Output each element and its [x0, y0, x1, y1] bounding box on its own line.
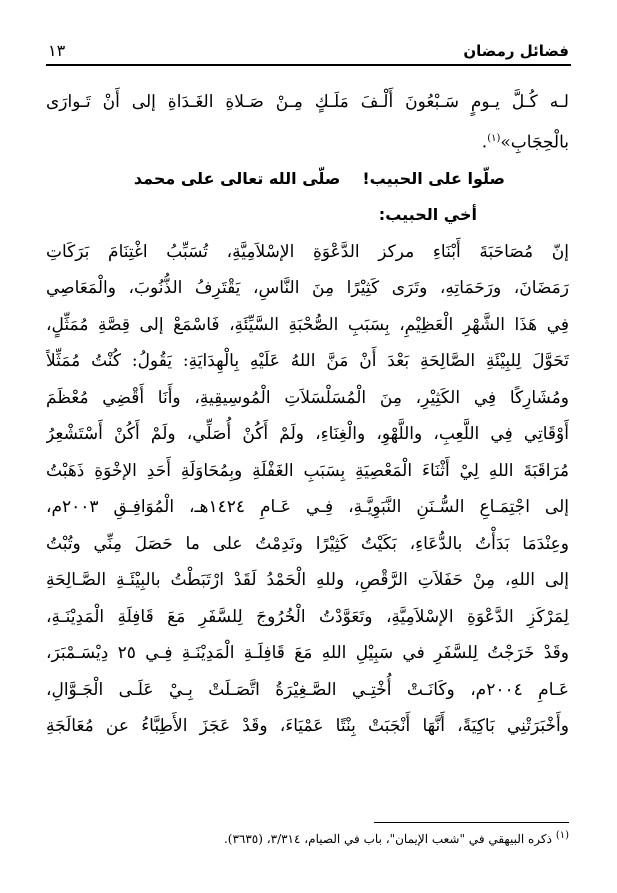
- text-line: لـه كُـلَّ يـومٍ سَـبْعُونَ أَلْـفَ مَلَـكٍ مِـنْ صَـلاةِ الغَـدَاةِ إلى أَنْ تَـوارَى: [46, 92, 569, 112]
- text-line: وقَدْ خَرَجْتُ لِلسَّفَرِ في سَبِيْلِ اللهِ مَعَ قَافِلَـةِ الْمَدِيْنَـةِ فِـي ٢٥ دِيْسَـمْبَرَ،: [46, 643, 569, 664]
- text-line: عَـامِ ٢٠٠٤م، وكَانَـتْ أُخْتِـي الصَّـغِيْرَةُ اتَّصَـلَتْ بِـيْ عَلَـى الْجَـوَّالِ،: [46, 679, 569, 700]
- text-line: تَحَوَّلَ لِلبِيْئَةِ الصَّالِحَةِ بَعْدَ أَنْ مَنَّ اللهُ عَلَيْهِ بِالْهِدَايَةِ: يَقُولُ: كُنْتُ مُمَثِّلاً: [46, 351, 569, 372]
- footnote: [48, 830, 569, 846]
- text-line: مُرَاقَبَةَ اللهِ لِيْ أَثْنَاءَ الْمَعْصِيَةِ بِسَبَبِ الغَفْلَةِ وبِمُحَاوَلَةِ أَحَدِ الإخْوَةِ ذَهَبْتُ: [46, 460, 569, 481]
- text-line: فِي هَذَا الشَّهْرِ الْعَظِيْمِ، بِسَبَبِ الصُّحْبَةِ السَّيِّئَةِ، فَاسْمَعْ إلى قِصَّةِ مُمَثِّلٍ،: [46, 314, 569, 335]
- salawat-response: صلّى الله تعالى على محمد: [133, 168, 341, 188]
- text-line-content: بالْحِجَابِ»: [500, 132, 569, 153]
- text-line: لِمَرْكَزِ الدَّعْوَةِ الإسْلاَمِيَّةِ، وتَعَوَّدْتُ الْخُرُوجَ لِلسَّفَرِ مَعَ قَافِلَةِ الْمَدِيْنَـةِ،: [46, 606, 569, 627]
- footnote-divider: [374, 822, 569, 823]
- text-line: وعِنْدَمَا بَدَأْتُ بالدُّعَاءِ، بَكَيْتُ كَثِيْرًا ونَدِمْتُ على ما حَصَلَ مِنِّي وتُبْتُ: [46, 533, 569, 554]
- sentence-end: .: [481, 132, 488, 153]
- salawat-call: صلّوا على الحبيب!: [362, 168, 505, 188]
- text-line: رَمَضَانَ، ورَحَمَاتِهِ، وتَرَى كَثِيْرًا مِنَ النَّاسِ، يَقْتَرِفُ الذُّنُوبَ، والْمَعَاصِي: [46, 278, 569, 299]
- body-text: [46, 84, 569, 745]
- section-heading: أخي الحبيب:: [378, 205, 477, 225]
- footnote-marker: (١): [555, 830, 569, 841]
- book-title: فضائل رمضان: [463, 42, 569, 60]
- text-line: ومُشَارِكًا فِي الكَثِيْرِ، مِنَ الْمُسَلْسَلاَتِ الْمُوسِيقِيةِ، وأَنَا أَقْضِي مُعْظَمَ: [46, 387, 569, 408]
- text-line: إلى اجْتِمَـاعِ السُّـنَنِ النَّبَوِيَّـةِ، فِـي عَـامِ ١٤٢٤هـ، الْمُوَافِـقِ ٢٠٠٣م،: [46, 497, 569, 518]
- footnote-text: ذكره البيهقي في "شعب الإيمان"، باب في الصيام، ٣/٣١٤، (٣٦٣٥).: [223, 832, 552, 846]
- text-line: أَوْقَاتِي فِي اللَّعِبِ، واللَّهْوِ، والْغِنَاءِ، ولَمْ أَكُنْ أُصَلِّي، ولَمْ أَكُنْ أَسْتَشْعِرُ: [46, 424, 569, 445]
- text-line: إنّ مُصَاحَبَةَ أَبْنَاءِ مركز الدَّعْوَةِ الإسْلاَمِيَّةِ، تُسَبِّبُ اغْتِنَامَ بَرَكَاتِ: [46, 241, 569, 262]
- page-number: ١٣: [48, 41, 66, 60]
- header-divider: [46, 64, 571, 66]
- text-line: وأَخْبَرَتْنِي بَاكِيَةً، أَنَّهَا أَنْجَبَتْ بِنْتًا عَمْيَاءَ، وقَدْ عَجَزَ الأَطِبَّاءُ عن مُعَالَجَةِ: [46, 716, 569, 737]
- page-header: [48, 34, 569, 60]
- text-line: [46, 121, 569, 161]
- text-line: إلى اللهِ، مِنْ حَفَلاَتِ الرَّقْصِ، وللهِ الْحَمْدُ لَقَدْ ارْتَبَطْتُ بالبِيْئَـةِ الصَّـالِحَةِ: [46, 570, 569, 591]
- salawat-heading: [46, 161, 569, 198]
- footnote-reference: (١): [487, 132, 501, 144]
